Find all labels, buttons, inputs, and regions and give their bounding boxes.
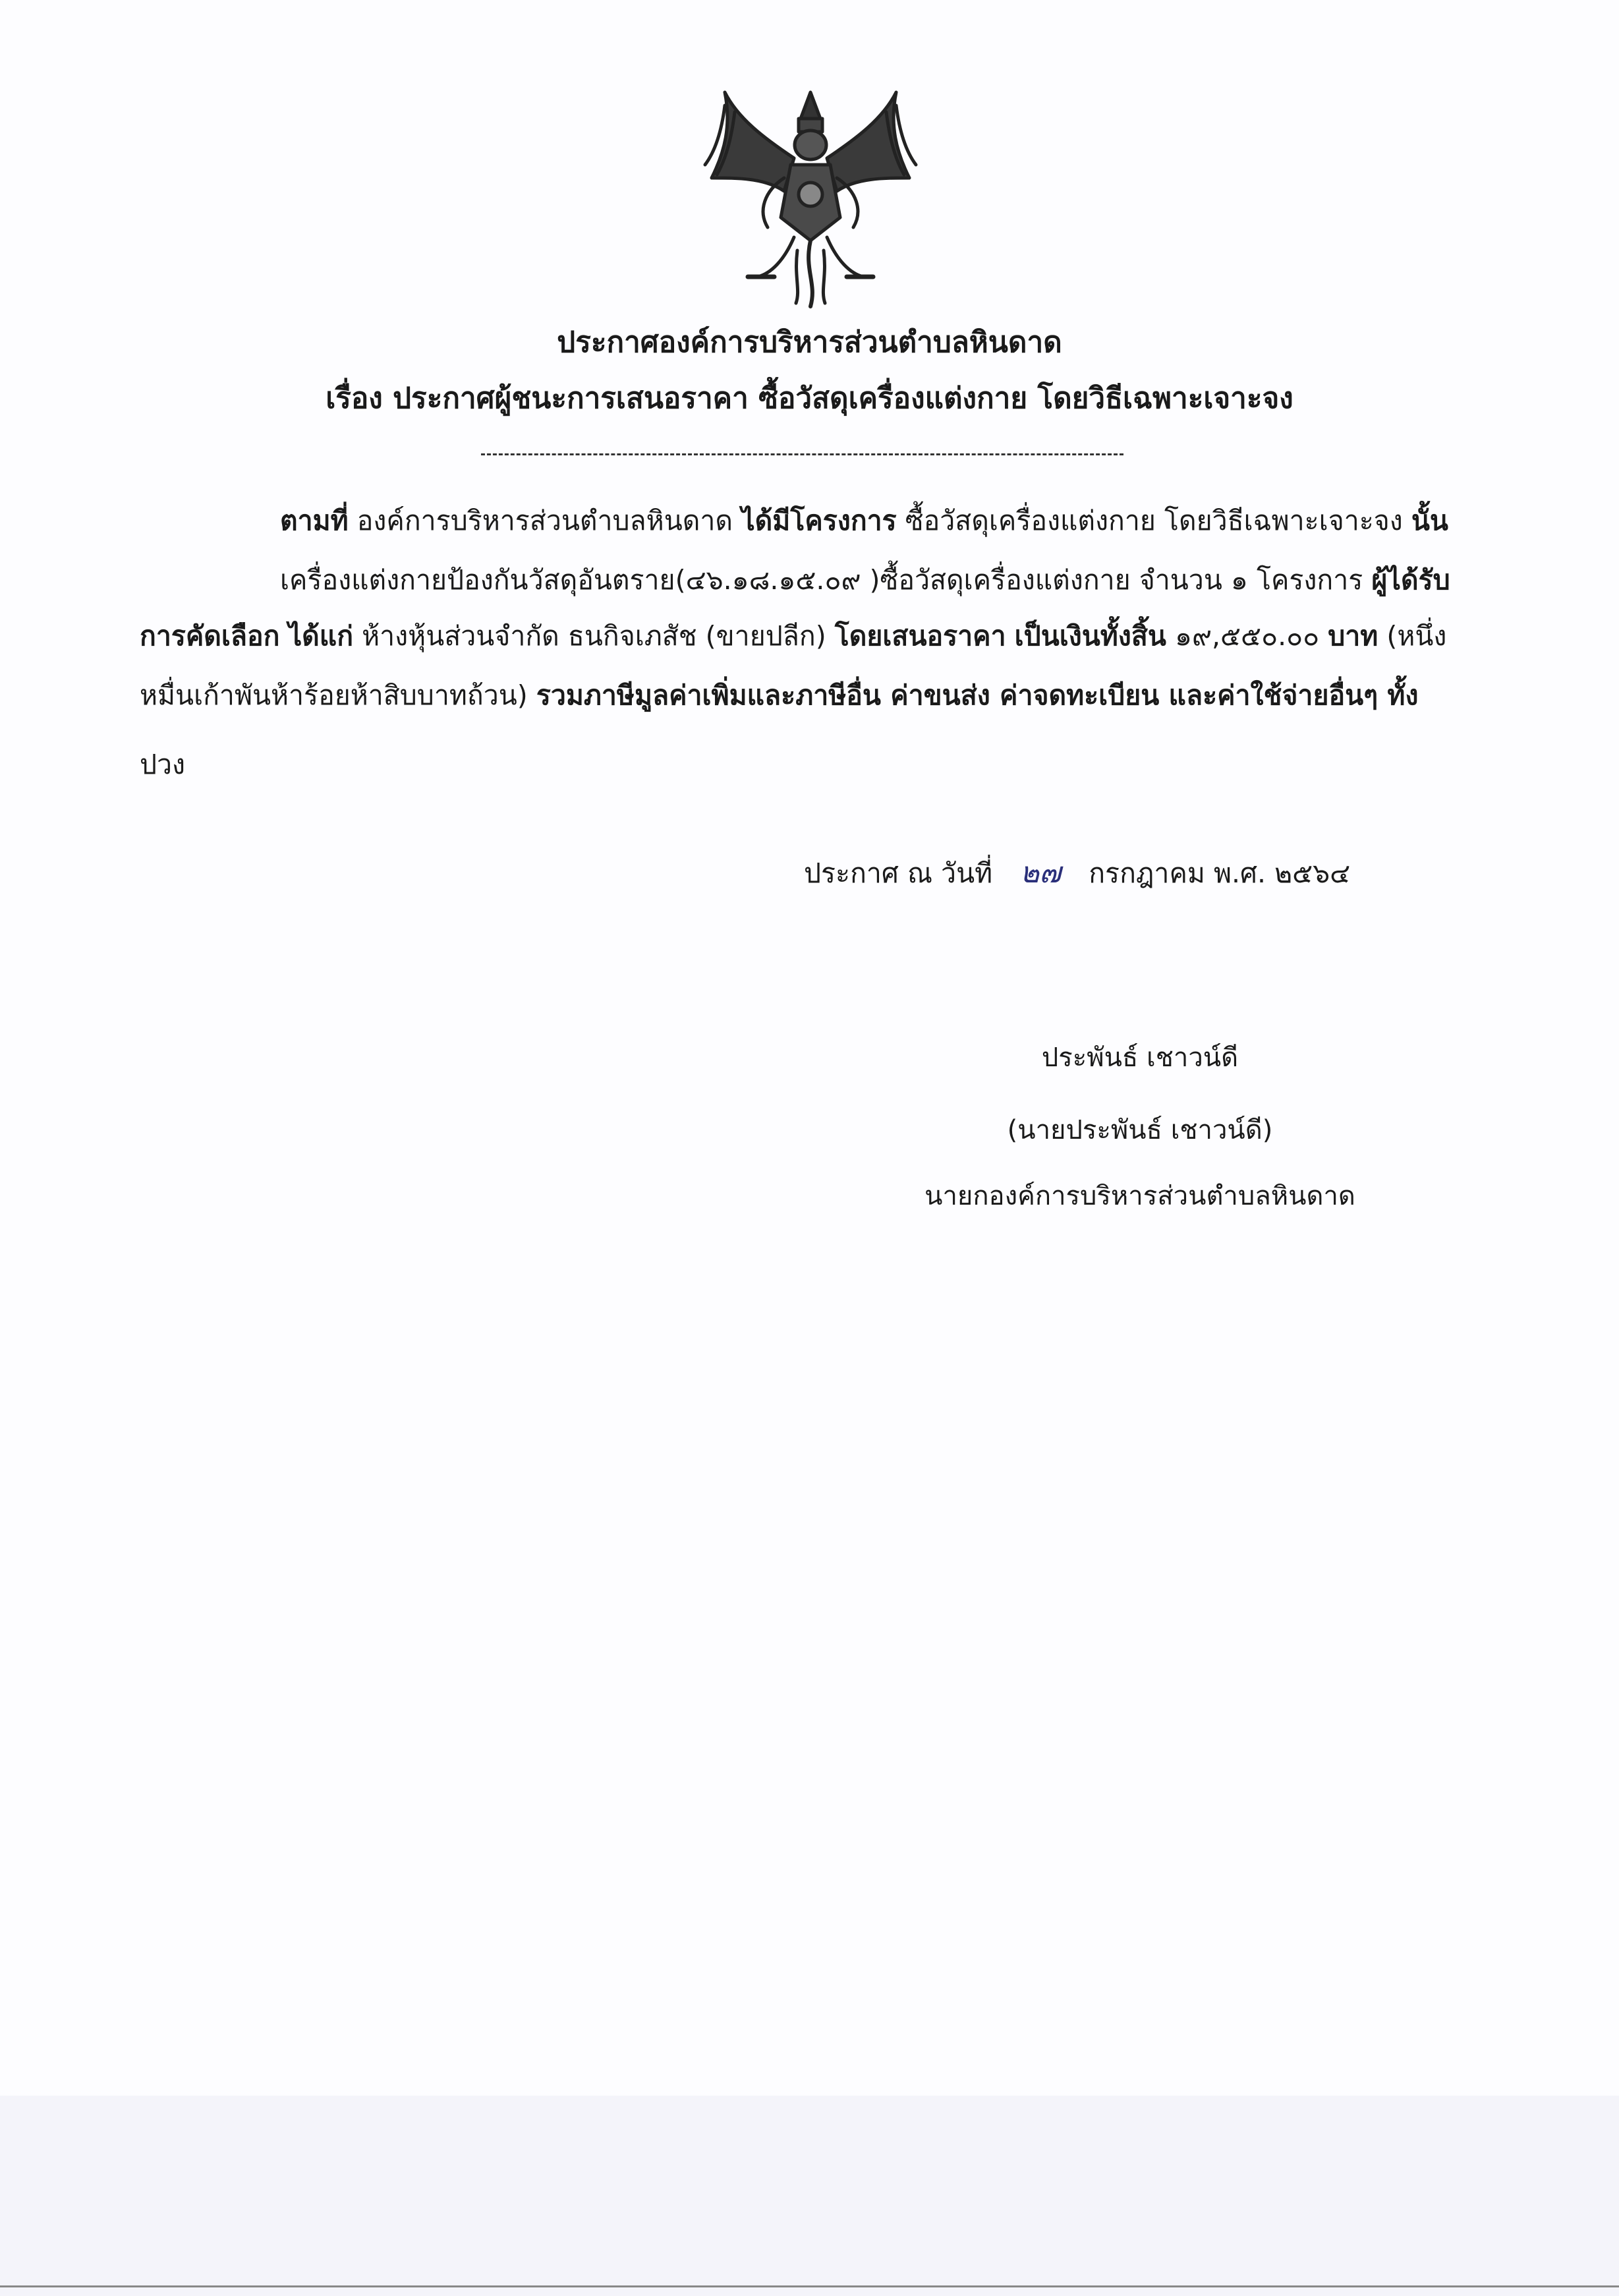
title-divider [481, 453, 1123, 455]
signature-position: นายกองค์การบริหารส่วนตำบลหินดาด [924, 1181, 1355, 1211]
announcement-date: ประกาศ ณ วันที่ ๒๗ กรกฎาคม พ.ศ. ๒๕๖๔ [804, 853, 1350, 893]
body-line-5: ปวง [140, 749, 186, 780]
handwritten-day: ๒๗ [1020, 856, 1062, 890]
body-line-3: การคัดเลือก ได้แก่ ห้างหุ้นส่วนจำกัด ธนกิจเภสัช (ขายปลีก) โดยเสนอราคา เป็นเงินทั้งสิ้น ๑๙,๕๕๐.๐๐ บาท (หนึ่ง [140, 620, 1447, 652]
announcement-title: ประกาศองค์การบริหารส่วนตำบลหินดาด [557, 326, 1062, 359]
announcement-subject: เรื่อง ประกาศผู้ชนะการเสนอราคา ซื้อวัสดุเครื่องแต่งกาย โดยวิธีเฉพาะเจาะจง [326, 382, 1293, 415]
body-line-4: หมื่นเก้าพันห้าร้อยห้าสิบบาทถ้วน) รวมภาษีมูลค่าเพิ่มและภาษีอื่น ค่าขนส่ง ค่าจดทะเบียน และค่าใช้จ่ายอื่นๆ ทั้ง [140, 679, 1419, 711]
signature-full-name: (นายประพันธ์ เชาวน์ดี) [1007, 1115, 1273, 1145]
signature-name: ประพันธ์ เชาวน์ดี [1041, 1043, 1239, 1073]
page-bottom-edge [0, 2285, 1619, 2287]
body-line-1: ตามที่ องค์การบริหารส่วนตำบลหินดาด ได้มีโครงการ ซื้อวัสดุเครื่องแต่งกาย โดยวิธีเฉพาะเจาะจง นั้น [280, 505, 1448, 536]
body-line-2: เครื่องแต่งกายป้องกันวัสดุอันตราย(๔๖.๑๘.๑๕.๐๙ )ซื้อวัสดุเครื่องแต่งกาย จำนวน ๑ โครงการ ผู้ได้รับ [280, 564, 1450, 596]
scan-shade-band [0, 2096, 1619, 2296]
garuda-emblem-icon [685, 79, 936, 316]
